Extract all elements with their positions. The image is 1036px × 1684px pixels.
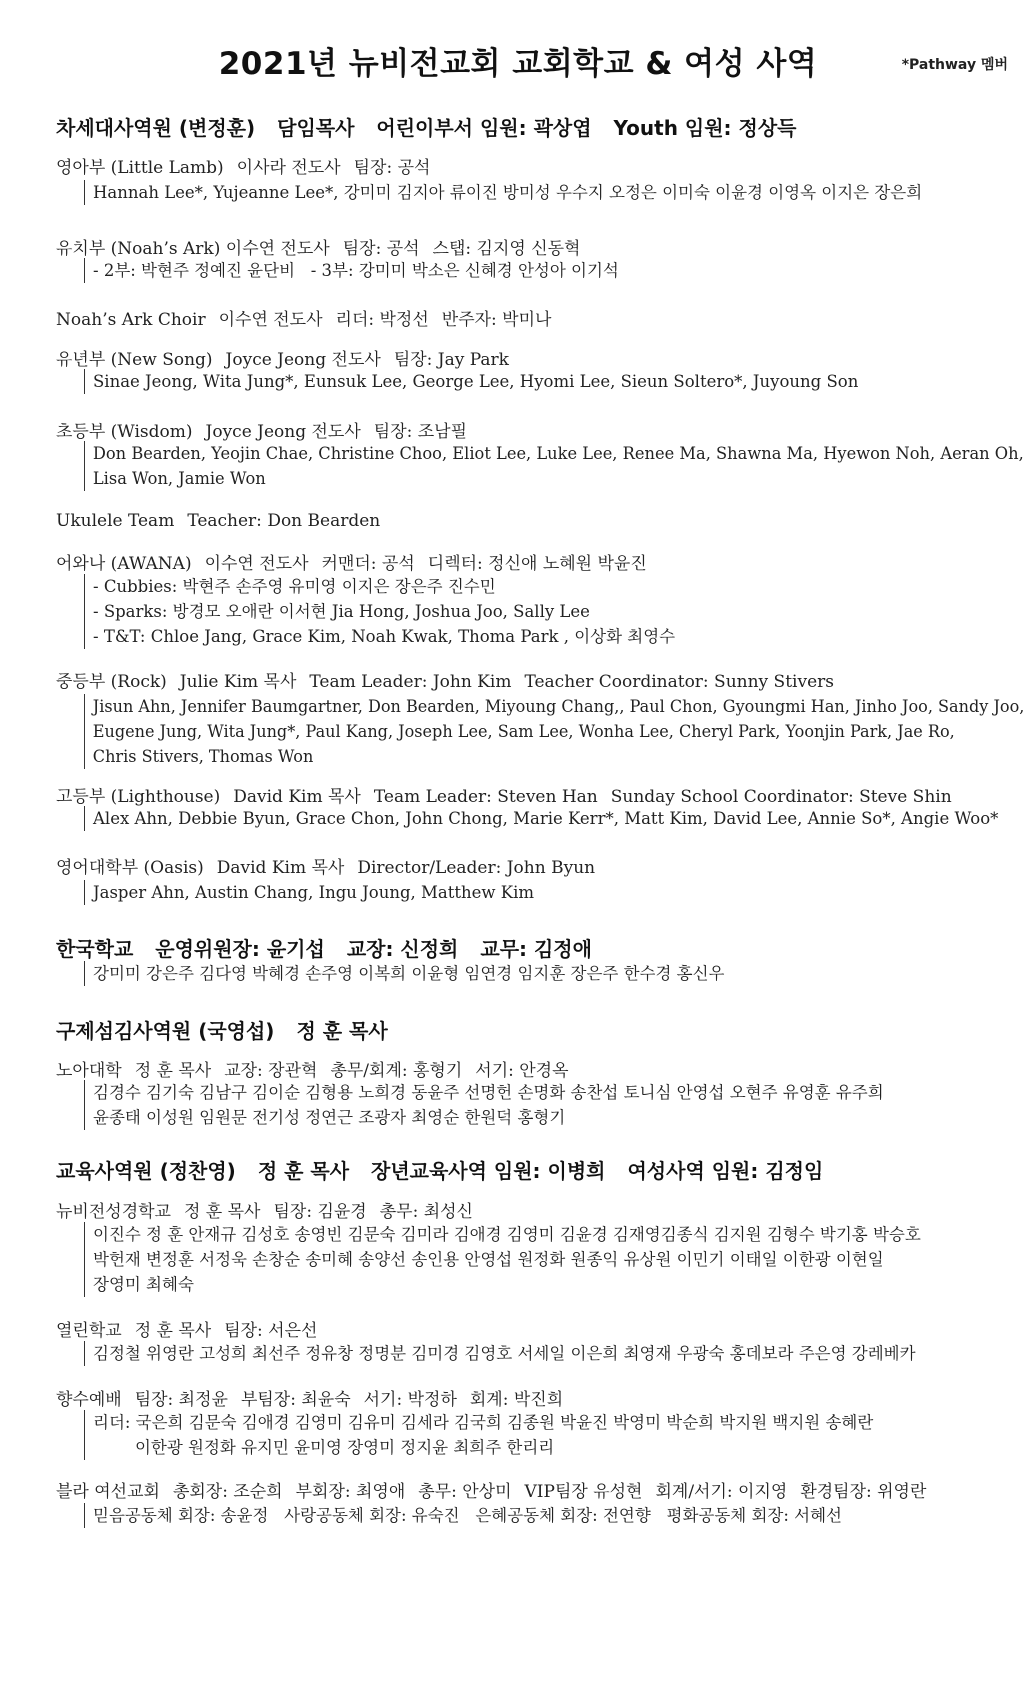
heading-name: Ukulele Team [56,511,175,531]
heading-name: 고등부 (Lighthouse) [56,787,221,807]
heading-detail: Joyce Jeong 전도사 [205,422,361,442]
heading-detail: 서기: 박정하 [363,1390,457,1410]
heading-detail: 정 훈 목사 [134,1061,212,1081]
heading-name: 중등부 (Rock) [56,672,167,692]
heading-detail: 이수연 전도사 [218,310,323,330]
heading-detail: 스탭: 김지영 신동혁 [432,239,581,259]
heading-detail: Youth 임원: 정상득 [613,116,797,140]
member-line: Eugene Jung, Wita Jung*, Paul Kang, Joseph Lee, Sam Lee, Wonha Lee, Cheryl Park, Yoonjin Park, Jae Ro, [92,722,955,741]
member-line: Sinae Jeong, Wita Jung*, Eunsuk Lee, George Lee, Hyomi Lee, Sieun Soltero*, Juyoung Son [93,372,859,391]
heading-detail: 회계/서기: 이지영 [655,1482,788,1502]
heading-detail: 총무/회계: 홍형기 [330,1061,463,1081]
heading-detail: 운영위원장: 윤기섭 [155,937,325,961]
member-list [84,1080,884,1130]
member-list [84,180,922,205]
heading-detail: Sunday School Coordinator: Steve Shin [610,787,952,807]
heading-name: 뉴비전성경학교 [56,1202,171,1222]
heading-name: 유년부 (New Song) [56,350,213,370]
subdepartment-heading [56,782,965,807]
heading-detail: 커맨더: 공석 [321,554,415,574]
heading-name: 향수예배 [56,1390,122,1410]
member-line: 이한광 원정화 유지민 윤미영 장영미 정지윤 최희주 한리리 [93,1438,555,1457]
subdepartment-heading [56,1385,576,1410]
member-line: Jasper Ahn, Austin Chang, Ingu Joung, Matthew Kim [93,883,535,902]
heading-detail: 부팀장: 최윤숙 [240,1390,351,1410]
heading-detail: Team Leader: John Kim [309,672,512,692]
heading-detail: 총무: 최성신 [379,1202,473,1222]
heading-detail: Julie Kim 목사 [179,672,297,692]
heading-detail: 교장: 장관혁 [224,1061,318,1081]
heading-detail: 어린이부서 임원: 곽상엽 [376,116,592,140]
member-line: 윤종태 이성원 임원문 전기성 정연근 조광자 최영순 한원덕 홍형기 [93,1108,566,1127]
heading-name: Noah’s Ark Choir [56,310,206,330]
heading-detail: 부회장: 최영애 [295,1482,406,1502]
subdepartment-heading [56,234,593,259]
member-line: Alex Ahn, Debbie Byun, Grace Chon, John Chong, Marie Kerr*, Matt Kim, David Lee, Annie So*, Angie Woo* [93,809,999,828]
heading-name: 영아부 (Little Lamb) [56,158,224,178]
subdepartment-heading [56,1477,939,1502]
member-line: - Sparks: 방경모 오애란 이서현 Jia Hong, Joshua Joo, Sally Lee [93,602,590,621]
subdepartment-heading [56,1316,330,1341]
heading-detail: 이수연 전도사 [204,554,309,574]
heading-detail: 담임목사 [277,116,355,140]
heading-detail: Director/Leader: John Byun [357,858,596,878]
heading-detail: Joyce Jeong 전도사 [225,350,381,370]
member-list [84,441,1024,491]
heading-detail: 총회장: 조순희 [172,1482,283,1502]
heading-detail: 총무: 안상미 [418,1482,512,1502]
heading-detail: 팀장: 공석 [353,158,431,178]
member-list [84,258,619,283]
heading-detail: Team Leader: Steven Han [373,787,598,807]
heading-detail: 정 훈 목사 [257,1159,350,1183]
subdepartment-heading [56,511,393,531]
heading-name: 교육사역원 (정찬영) [56,1159,236,1183]
heading-name: 차세대사역원 (변정훈) [56,116,256,140]
heading-detail: 이사라 전도사 [236,158,341,178]
member-list [84,880,534,905]
heading-detail: 환경팀장: 위영란 [800,1482,927,1502]
member-line: - T&T: Chloe Jang, Grace Kim, Noah Kwak, Thoma Park , 이상화 최영수 [93,627,676,646]
heading-detail: 반주자: 박미나 [441,310,552,330]
heading-detail: David Kim 목사 [233,787,361,807]
heading-detail: 서기: 안경옥 [475,1061,569,1081]
member-line: Lisa Won, Jamie Won [92,469,266,488]
heading-detail: 팀장: 최정윤 [134,1390,228,1410]
member-list [84,694,1024,769]
heading-detail: 팀장: 김윤경 [273,1202,367,1222]
heading-detail: 리더: 박정선 [335,310,429,330]
heading-name: 노아대학 [56,1061,122,1081]
heading-name: 영어대학부 (Oasis) [56,858,204,878]
heading-detail: 팀장: Jay Park [393,350,509,370]
subdepartment-heading [56,853,608,878]
page-title: 2021년 뉴비전교회 교회학교 & 여성 사역 [218,46,818,82]
member-line: - 2부: 박현주 정예진 윤단비 - 3부: 강미미 박소은 신혜경 안성아 이기석 [93,261,619,280]
heading-name: 초등부 (Wisdom) [56,422,193,442]
subdepartment-heading [56,549,660,574]
subdepartment-heading [56,1056,582,1081]
subdepartment-heading [56,667,847,692]
heading-detail: 장년교육사역 임원: 이병희 [371,1159,606,1183]
heading-detail: 팀장: 서은선 [224,1321,318,1341]
member-line: 강미미 강은주 김다영 박혜경 손주영 이복희 이윤형 임연경 임지훈 장은주 한수경 홍신우 [93,964,725,983]
heading-detail: Teacher: Don Bearden [187,511,381,531]
member-list [84,806,998,831]
member-line: 김정철 위영란 고성희 최선주 정유창 정명분 김미경 김영호 서세일 이은희 최영재 우광숙 홍데보라 주은영 강레베카 [93,1344,916,1363]
pathway-note: *Pathway 멤버 [901,57,1008,73]
heading-detail: 회계: 박진희 [469,1390,564,1410]
subdepartment-heading [56,153,443,178]
member-list [84,369,858,394]
member-line: 박헌재 변정훈 서정욱 손창순 송미혜 송양선 송인용 안영섭 원정화 원종익 유상원 이민기 이태일 이한광 이현일 [93,1250,884,1269]
heading-detail: VIP팀장 유성현 [524,1482,643,1502]
member-list [84,1222,921,1297]
heading-name: 어와나 (AWANA) [56,554,192,574]
member-line: - Cubbies: 박현주 손주영 유미영 이지은 장은주 진수민 [93,577,496,596]
member-list [84,1410,873,1460]
department-heading [56,1015,410,1044]
heading-name: 열린학교 [56,1321,122,1341]
member-line: Don Bearden, Yeojin Chae, Christine Choo, Eliot Lee, Luke Lee, Renee Ma, Shawna Ma, Hyewon Noh, Aeran Oh, [92,444,1024,463]
department-heading [56,112,818,141]
member-list [84,961,725,986]
heading-detail: 팀장: 공석 [342,239,420,259]
heading-detail: 교장: 신정희 [346,937,459,961]
heading-detail: 여성사역 임원: 김정임 [627,1159,824,1183]
department-heading [56,933,614,962]
heading-detail: 정 훈 목사 [134,1321,212,1341]
member-line: 리더: 국은희 김문숙 김애경 김영미 김유미 김세라 김국희 김종원 박윤진 박영미 박순희 박지원 백지원 송혜란 [93,1413,874,1432]
member-list [84,574,675,649]
heading-detail: 디렉터: 정신애 노혜원 박윤진 [427,554,647,574]
member-line: Chris Stivers, Thomas Won [92,747,314,766]
member-list [84,1503,842,1528]
heading-name: 블라 여선교회 [56,1482,160,1502]
heading-name: 유치부 (Noah’s Ark) 이수연 전도사 [56,239,330,259]
subdepartment-heading [56,305,564,330]
heading-detail: 팀장: 조남필 [373,422,468,442]
member-list [84,1341,916,1366]
heading-detail: 정 훈 목사 [183,1202,261,1222]
subdepartment-heading [56,417,480,442]
member-line: Jisun Ahn, Jennifer Baumgartner, Don Bearden, Miyoung Chang,, Paul Chon, Gyoungmi Han, Jinho Joo, Sandy Joo, [92,697,1025,716]
heading-detail: David Kim 목사 [216,858,345,878]
member-line: 믿음공동체 회장: 송윤정 사랑공동체 회장: 유숙진 은혜공동체 회장: 전연향 평화공동체 회장: 서혜선 [93,1506,842,1525]
member-line: 이진수 정 훈 안재규 김성호 송영빈 김문숙 김미라 김애경 김영미 김윤경 김재영김종식 김지원 김형수 박기홍 박승호 [93,1225,921,1244]
heading-detail: 교무: 김정애 [480,937,592,961]
member-line: Hannah Lee*, Yujeanne Lee*, 강미미 김지아 류이진 방미성 우수지 오정은 이미숙 이윤경 이영옥 이지은 장은희 [93,183,923,202]
subdepartment-heading [56,345,522,370]
heading-name: 한국학교 [56,937,134,961]
department-heading [56,1155,845,1184]
heading-detail: Teacher Coordinator: Sunny Stivers [524,672,834,692]
member-line: 김경수 김기숙 김남구 김이순 김형용 노희경 동윤주 선명헌 손명화 송찬섭 토니심 안영섭 오현주 유영훈 유주희 [93,1083,884,1102]
heading-name: 구제섬김사역원 (국영섭) [56,1019,275,1043]
subdepartment-heading [56,1197,486,1222]
heading-detail: 정 훈 목사 [296,1019,388,1043]
member-line: 장영미 최혜숙 [93,1275,194,1294]
